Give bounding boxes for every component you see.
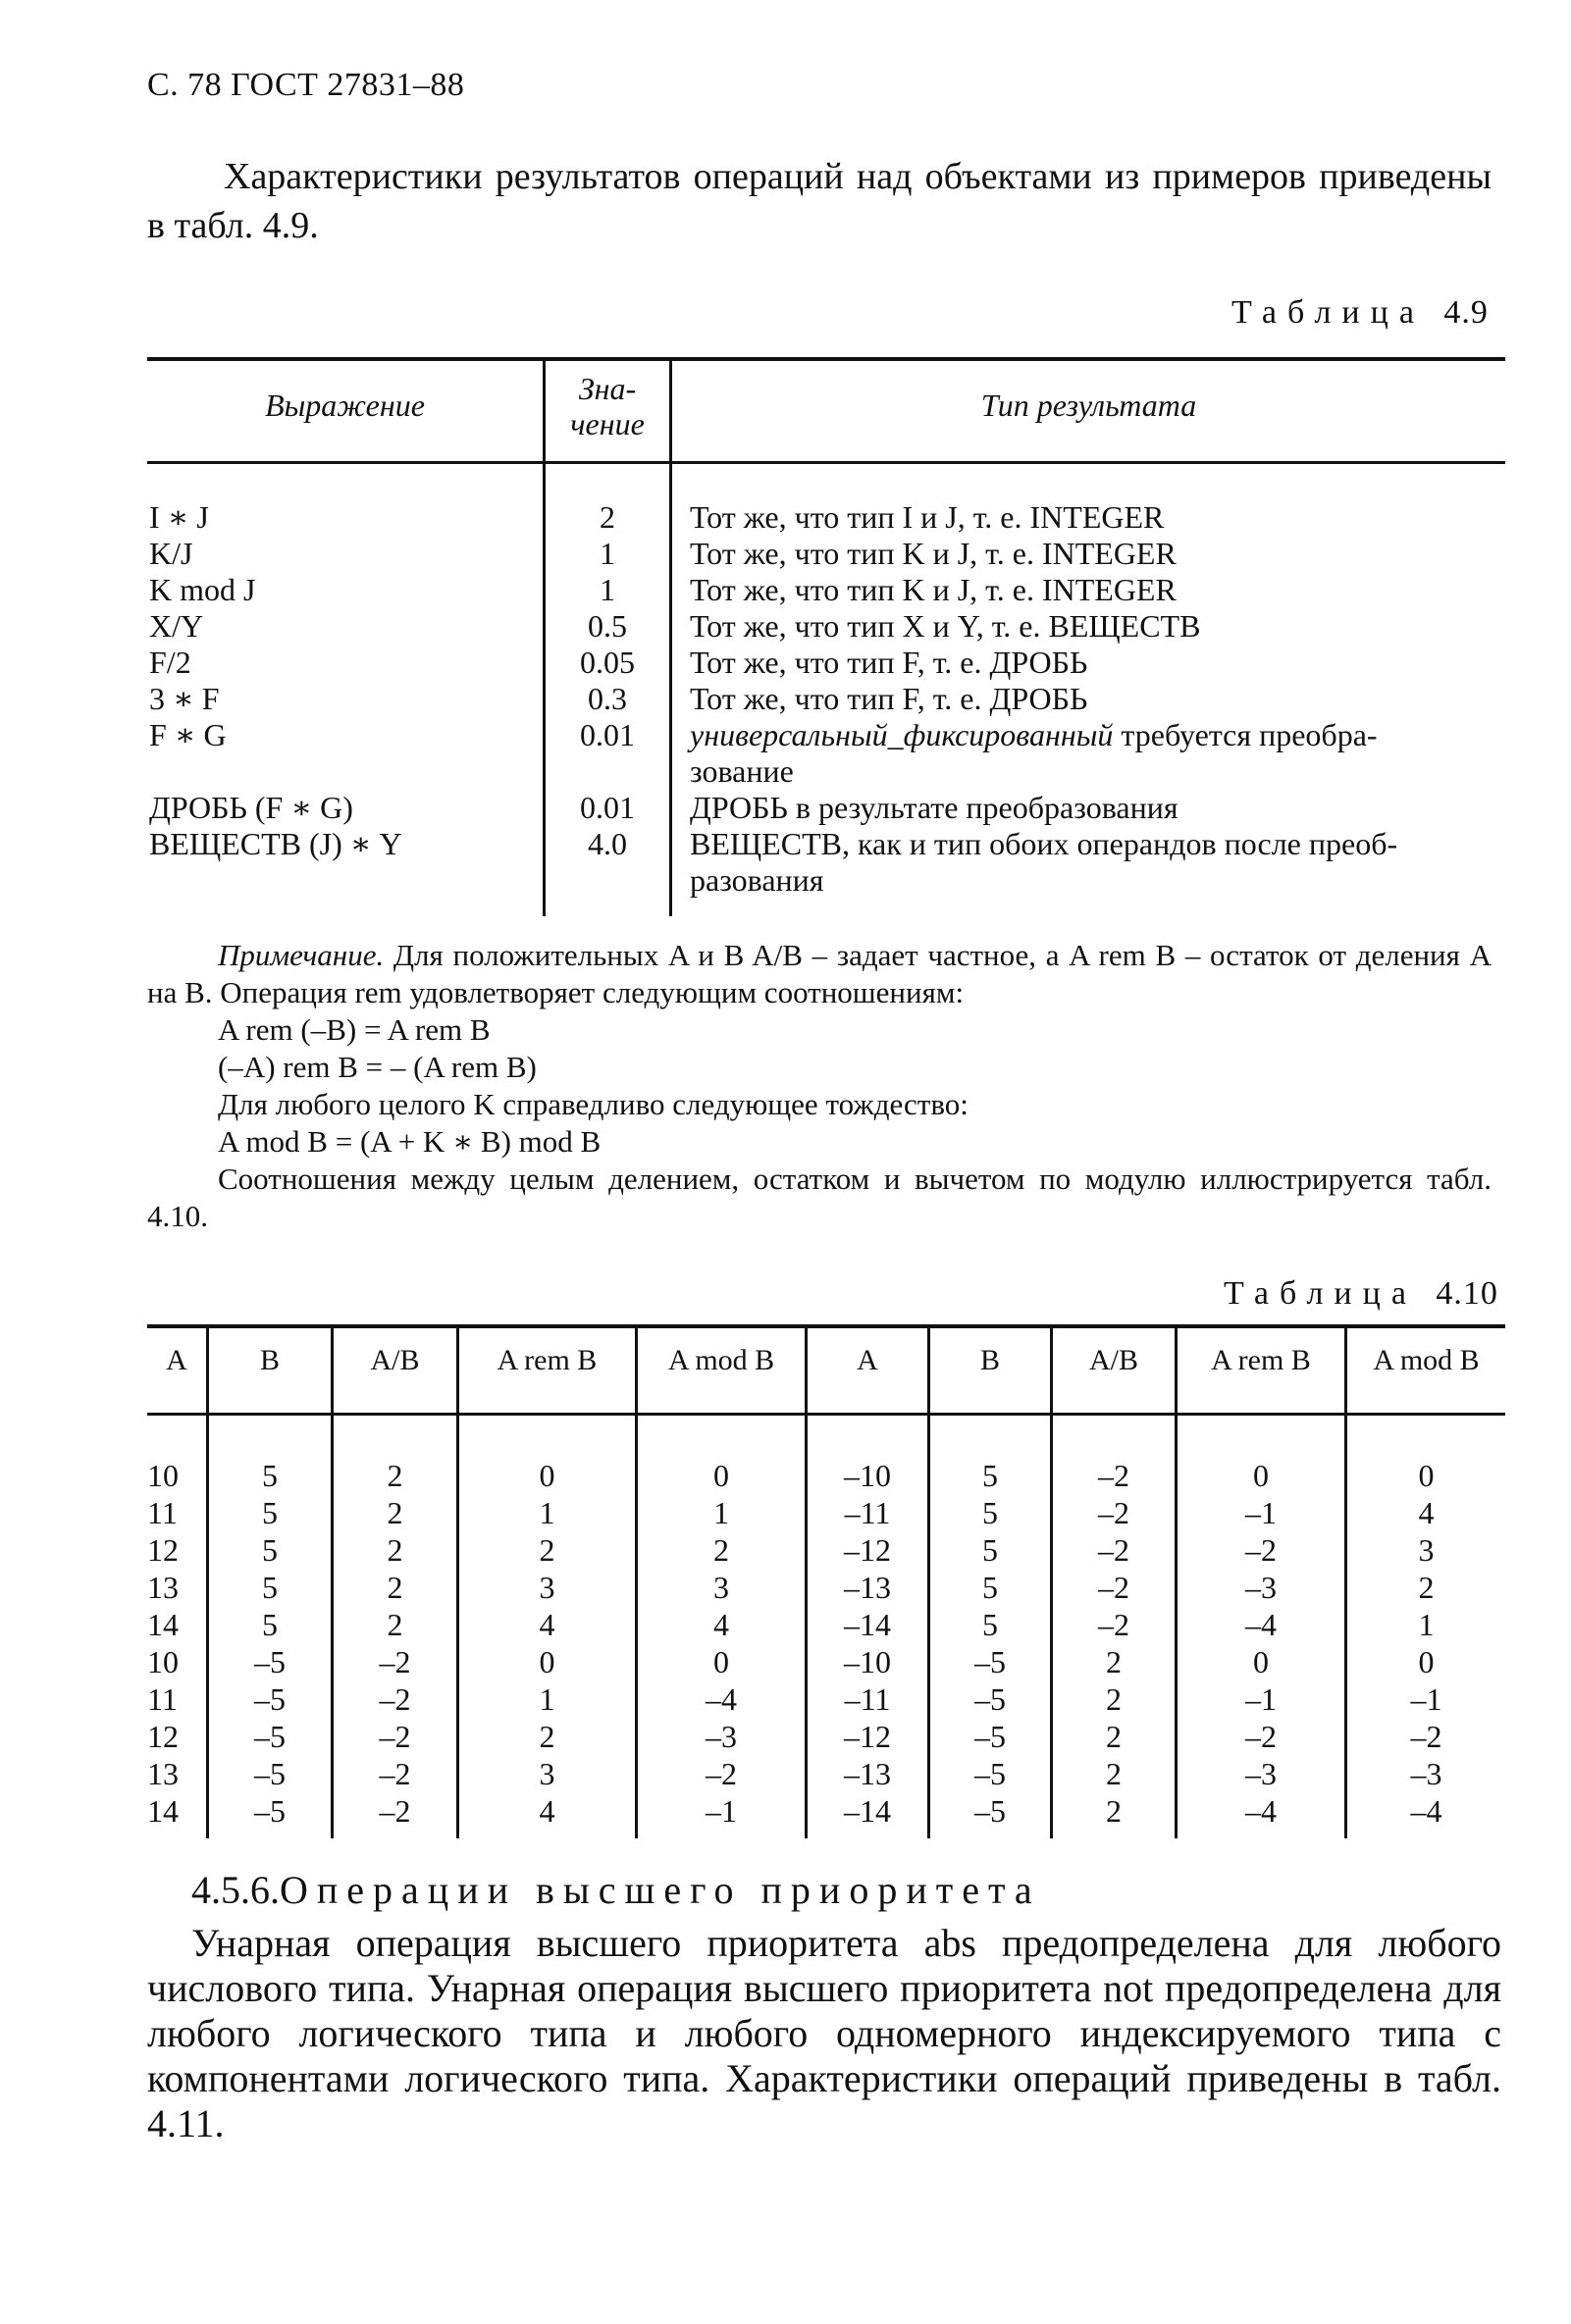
table-cell: –2 xyxy=(379,1719,411,1754)
cell-text: требуется преобра- xyxy=(1121,717,1378,752)
table-4-10-column xyxy=(638,1457,805,1830)
caption-word: Таблица xyxy=(1224,1275,1417,1312)
table-cell: –4 xyxy=(1245,1793,1277,1829)
table-cell: –3 xyxy=(1245,1570,1277,1605)
table-cell: Тот же, что тип K и J, т. е. INTEGER xyxy=(690,536,1177,571)
table-cell: 2 xyxy=(539,1532,555,1568)
table-cell: 0 xyxy=(713,1458,729,1493)
table-cell: 0 xyxy=(1253,1458,1269,1493)
table-cell: 1 xyxy=(539,1495,555,1530)
table-cell: 14 xyxy=(147,1793,179,1829)
table-cell: 5 xyxy=(262,1458,278,1493)
table-4-10-header: A rem B xyxy=(497,1344,598,1376)
table-4-10-caption xyxy=(1224,1275,1498,1313)
note-text-3: Соотношения между целым делением, остатком и вычетом по модулю иллюстрируется табл. 4.10. xyxy=(147,1162,1492,1233)
table-cell: 5 xyxy=(262,1495,278,1530)
header-value-line1: Зна- xyxy=(578,371,637,406)
table-4-9-header-rule xyxy=(147,461,1505,464)
table-cell: 2 xyxy=(539,1719,555,1754)
table-cell: 0 xyxy=(539,1458,555,1493)
table-cell: –12 xyxy=(844,1719,891,1754)
table-cell: –14 xyxy=(844,1793,891,1829)
table-4-10-header: A mod B xyxy=(1373,1344,1480,1376)
table-cell: Тот же, что тип I и J, т. е. INTEGER xyxy=(690,499,1165,535)
table-cell: 11 xyxy=(147,1495,178,1530)
table-cell: –2 xyxy=(1245,1719,1277,1754)
table-cell: 4 xyxy=(539,1793,555,1829)
table-cell: –1 xyxy=(1245,1495,1277,1530)
table-cell: 4.0 xyxy=(588,826,627,861)
table-cell: –3 xyxy=(1245,1756,1277,1791)
table-cell: ВЕЩЕСТВ, как и тип обоих операндов после преоб- xyxy=(690,826,1398,861)
table-cell: –4 xyxy=(1245,1607,1277,1642)
table-4-9-value-column xyxy=(546,499,669,862)
table-cell: 0 xyxy=(1253,1644,1269,1679)
formula-1: A rem (–B) = A rem B xyxy=(218,1012,491,1047)
table-cell: –4 xyxy=(1410,1793,1442,1829)
table-4-10-top-rule xyxy=(147,1324,1505,1328)
table-cell: –2 xyxy=(1245,1532,1277,1568)
table-cell: 0.05 xyxy=(580,645,635,680)
table-cell: 1 xyxy=(600,572,615,607)
table-cell: Тот же, что тип F, т. е. ДРОБЬ xyxy=(690,645,1088,680)
table-cell: –5 xyxy=(254,1793,286,1829)
table-cell: 2 xyxy=(387,1495,403,1530)
table-cell: 13 xyxy=(147,1756,179,1791)
table-cell: 1 xyxy=(600,536,615,571)
table-cell: –10 xyxy=(844,1644,891,1679)
note-text: Для положительных A и B A/B – задает частное, а A rem B – остаток от деления A на B. Операция rem удовлетворяет следующим соотношениям: xyxy=(147,938,1492,1009)
table-cell: –5 xyxy=(254,1719,286,1754)
table-cell: 0 xyxy=(1418,1644,1435,1679)
table-4-10-column xyxy=(334,1457,456,1830)
table-cell: –11 xyxy=(844,1681,891,1717)
table-cell: –5 xyxy=(974,1719,1006,1754)
section-heading xyxy=(191,1867,1041,1913)
table-4-10-header: A mod B xyxy=(667,1344,775,1376)
table-cell: Тот же, что тип K и J, т. е. INTEGER xyxy=(690,572,1177,607)
table-4-10-header: A/B xyxy=(1088,1344,1138,1376)
table-cell: 5 xyxy=(982,1532,998,1568)
table-cell: F ∗ G xyxy=(149,717,227,752)
caption-word: Таблица xyxy=(1231,294,1425,331)
table-4-10-header: A xyxy=(857,1344,878,1376)
table-cell: 2 xyxy=(387,1607,403,1642)
table-cell: 5 xyxy=(262,1570,278,1605)
table-cell: –14 xyxy=(844,1607,891,1642)
table-note xyxy=(147,937,1492,1235)
table-cell: 3 xyxy=(1418,1532,1435,1568)
table-cell: –13 xyxy=(844,1570,891,1605)
table-cell: 1 xyxy=(539,1681,555,1717)
table-cell: 0 xyxy=(1418,1458,1435,1493)
formula-3: A mod B = (A + K ∗ B) mod B xyxy=(218,1124,602,1159)
section-number: 4.5.6. xyxy=(191,1868,280,1912)
table-cell: 5 xyxy=(982,1570,998,1605)
table-cell: 0 xyxy=(539,1644,555,1679)
table-cell: –1 xyxy=(706,1793,737,1829)
table-cell: –2 xyxy=(1098,1607,1129,1642)
table-4-10-column xyxy=(808,1457,927,1830)
table-cell: 5 xyxy=(982,1495,998,1530)
note-text-2: Для любого целого K справедливо следующее тождество: xyxy=(218,1087,969,1121)
table-cell: 11 xyxy=(147,1681,178,1717)
table-cell: –3 xyxy=(706,1719,737,1754)
note-label: Примечание. xyxy=(218,938,385,972)
table-4-9-type-column xyxy=(690,499,1504,899)
table-cell: 5 xyxy=(262,1607,278,1642)
caption-number: 4.9 xyxy=(1443,294,1489,331)
header-value-line2: чение xyxy=(570,406,645,441)
table-4-9-header-result-type: Тип результата xyxy=(980,387,1197,423)
table-cell: ВЕЩЕСТВ (J) ∗ Y xyxy=(149,826,402,861)
table-cell: –5 xyxy=(254,1644,286,1679)
caption-number: 4.10 xyxy=(1436,1275,1498,1312)
table-4-9-col-divider-2 xyxy=(669,359,672,916)
table-4-10-column xyxy=(209,1457,331,1830)
table-cell: –5 xyxy=(254,1756,286,1791)
table-cell: 4 xyxy=(713,1607,729,1642)
table-4-10-column xyxy=(459,1457,635,1830)
table-cell: X/Y xyxy=(149,608,204,644)
table-cell: 1 xyxy=(713,1495,729,1530)
table-4-10-header: A/B xyxy=(370,1344,420,1376)
table-cell: 2 xyxy=(387,1458,403,1493)
table-4-10-column xyxy=(1178,1457,1344,1830)
table-cell: 14 xyxy=(147,1607,179,1642)
table-cell: 2 xyxy=(1106,1644,1122,1679)
table-cell: –5 xyxy=(254,1681,286,1717)
table-4-10-header: A xyxy=(166,1344,187,1376)
table-cell: –1 xyxy=(1410,1681,1442,1717)
table-cell: 0.01 xyxy=(580,790,635,825)
table-cell: –10 xyxy=(844,1458,891,1493)
table-cell: 13 xyxy=(147,1570,179,1605)
table-cell: –2 xyxy=(379,1756,411,1791)
table-cell: –3 xyxy=(1410,1756,1442,1791)
note-paragraph xyxy=(147,937,1492,1011)
table-cell: –5 xyxy=(974,1756,1006,1791)
section-title: Операции высшего приоритета xyxy=(280,1868,1041,1912)
formula-2: (–A) rem B = – (A rem B) xyxy=(218,1050,537,1084)
table-cell: 0.01 xyxy=(580,717,635,752)
table-4-10-header-rule xyxy=(147,1413,1505,1416)
table-4-9-top-rule xyxy=(147,357,1505,361)
table-cell: 0 xyxy=(713,1644,729,1679)
table-cell: 3 xyxy=(539,1756,555,1791)
table-cell: –2 xyxy=(379,1681,411,1717)
intro-paragraph: Характеристики результатов операций над объектами из примеров приведены в табл. 4.9. xyxy=(147,156,1492,246)
table-cell: –2 xyxy=(1410,1719,1442,1754)
table-cell: ДРОБЬ (F ∗ G) xyxy=(149,790,353,825)
table-cell: 2 xyxy=(1106,1719,1122,1754)
table-cell: –2 xyxy=(1098,1495,1129,1530)
table-cell: 5 xyxy=(982,1458,998,1493)
table-cell: 2 xyxy=(387,1532,403,1568)
table-cell: 0.5 xyxy=(588,608,627,644)
table-4-9-header-value xyxy=(546,371,669,441)
table-cell: 2 xyxy=(1418,1570,1435,1605)
table-cell: разования xyxy=(690,862,824,898)
table-cell-mixed xyxy=(690,717,1504,753)
table-4-10-header: A rem B xyxy=(1211,1344,1311,1376)
table-cell: –2 xyxy=(379,1644,411,1679)
table-cell: Тот же, что тип X и Y, т. е. ВЕЩЕСТВ xyxy=(690,608,1201,644)
table-cell: 10 xyxy=(147,1644,179,1679)
table-cell: 10 xyxy=(147,1458,179,1493)
table-cell: 2 xyxy=(713,1532,729,1568)
table-4-9-header-expression: Выражение xyxy=(265,387,425,423)
table-cell: 1 xyxy=(1418,1607,1435,1642)
table-4-10-header: B xyxy=(259,1344,280,1376)
table-cell: –2 xyxy=(1098,1570,1129,1605)
table-cell: K mod J xyxy=(149,572,256,607)
section-paragraph: Унарная операция высшего приоритета abs предопределена для любого числового типа. Унарная операция высшего приоритета not предопределена для любого логического типа и любого одномерного индексируемого типа с компонентами логического типа. Характеристики операций приведены в табл. 4.11. xyxy=(147,1921,1501,2145)
table-4-10-header: B xyxy=(979,1344,1000,1376)
page-header: С. 78 ГОСТ 27831–88 xyxy=(147,67,465,103)
table-cell: Тот же, что тип F, т. е. ДРОБЬ xyxy=(690,681,1088,716)
table-cell: F/2 xyxy=(149,645,191,680)
table-cell: 2 xyxy=(1106,1681,1122,1717)
table-cell: 5 xyxy=(982,1607,998,1642)
table-cell: –4 xyxy=(706,1681,737,1717)
table-cell: I ∗ J xyxy=(149,499,209,535)
table-cell: –1 xyxy=(1245,1681,1277,1717)
table-4-9-caption xyxy=(1231,294,1489,332)
table-cell: 2 xyxy=(1106,1793,1122,1829)
italic-type-name: универсальный_фиксированный xyxy=(690,717,1114,752)
table-cell: –2 xyxy=(1098,1532,1129,1568)
table-cell: 2 xyxy=(600,499,615,535)
table-4-10-column xyxy=(930,1457,1050,1830)
table-cell: –5 xyxy=(974,1793,1006,1829)
table-cell: –2 xyxy=(1098,1458,1129,1493)
table-cell: –5 xyxy=(974,1644,1006,1679)
table-cell: K/J xyxy=(149,536,193,571)
table-cell: 3 ∗ F xyxy=(149,681,220,716)
table-cell: 2 xyxy=(1106,1756,1122,1791)
table-cell: 4 xyxy=(1418,1495,1435,1530)
table-cell: 4 xyxy=(539,1607,555,1642)
table-cell: 2 xyxy=(387,1570,403,1605)
table-cell: 0.3 xyxy=(588,681,627,716)
table-cell: –2 xyxy=(706,1756,737,1791)
table-cell: 12 xyxy=(147,1719,179,1754)
table-cell: ДРОБЬ в результате преобразования xyxy=(690,790,1178,825)
table-cell: –11 xyxy=(844,1495,891,1530)
table-cell: –2 xyxy=(379,1793,411,1829)
table-4-10-column xyxy=(1347,1457,1505,1830)
table-cell: зование xyxy=(690,753,794,789)
table-cell: –5 xyxy=(974,1681,1006,1717)
table-cell: 12 xyxy=(147,1532,179,1568)
table-cell: –12 xyxy=(844,1532,891,1568)
table-cell: 5 xyxy=(262,1532,278,1568)
table-cell: 3 xyxy=(713,1570,729,1605)
table-4-9-expression-column xyxy=(149,499,532,862)
table-cell: 3 xyxy=(539,1570,555,1605)
table-4-10-column xyxy=(1053,1457,1175,1830)
table-4-10-column xyxy=(147,1457,206,1830)
table-cell: –13 xyxy=(844,1756,891,1791)
